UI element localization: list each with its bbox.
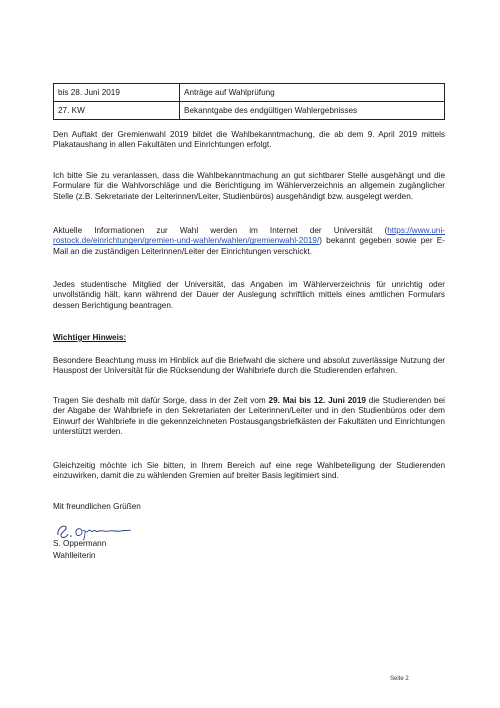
paragraph-text: Tragen Sie deshalb mit dafür Sorge, dass in der Zeit vom <box>53 396 269 405</box>
handwritten-signature <box>55 519 135 541</box>
signer-name: S. Oppermann <box>53 539 107 548</box>
paragraph-text: Aktuelle Informationen zur Wahl werden im Internet der Universität ( <box>53 226 388 235</box>
table-cell-event: Anträge auf Wahlprüfung <box>180 84 445 102</box>
ballot-period-dates: 29. Mai bis 12. Juni 2019 <box>268 396 366 405</box>
table-row <box>54 84 445 102</box>
important-note-heading: Wichtiger Hinweis: <box>53 333 127 342</box>
schedule-table <box>53 83 445 120</box>
closing-greeting: Mit freundlichen Grüßen <box>53 502 141 511</box>
paragraph-postal-vote: Besondere Beachtung muss im Hinblick auf die Briefwahl die sichere und absolut zuverlässige Nutzung der Hauspost der Universität für die Rücksendung der Wahlbriefe durch die Studierenden erfahren. <box>53 356 445 376</box>
paragraph-voter-register: Jedes studentische Mitglied der Universität, das Angaben im Wählerverzeichnis für unrichtig oder unvollständig hält, kann während der Dauer der Auslegung schriftlich mittels eines amtlichen Formulars dessen Berichtigung beantragen. <box>53 280 445 310</box>
paragraph-text: die Studierenden bei der Abgabe der Wahlbriefe in den Sekretariaten der Leiterinnen/Leiter und in den Studienbüros oder dem Einwurf der Wahlbriefe in die gekennzeichneten Postausgangsbriefkästen der Fakultäten und Einrichtungen unterstützt werden. <box>53 396 445 437</box>
page-number: Seite 2 <box>390 676 409 682</box>
election-info-link[interactable]: https://www.uni-rostock.de/einrichtungen/gremien-und-wahlen/wahlen/gremienwahl-2019/ <box>53 226 445 246</box>
table-cell-event: Bekanntgabe des endgültigen Wahlergebnisses <box>180 102 445 120</box>
paragraph-text: ) bekannt gegeben sowie per E-Mail an die zuständigen Leiterinnen/Leiter der Einrichtungen verschickt. <box>53 236 445 256</box>
paragraph-turnout-request: Gleichzeitig möchte ich Sie bitten, in Ihrem Bereich auf eine rege Wahlbeteiligung der Studierenden einzuwirken, damit die zu wählenden Gremien auf breiter Basis legitimiert sind. <box>53 461 445 481</box>
table-cell-date: bis 28. Juni 2019 <box>54 84 180 102</box>
signer-role: Wahlleiterin <box>53 551 96 560</box>
paragraph-posting-request: Ich bitte Sie zu veranlassen, dass die Wahlbekanntmachung an gut sichtbarer Stelle ausgehängt und die Formulare für die Wahlvorschläge und die Berichtigung im Wählerverzeichnis an allgemein zugänglicher Stelle (z.B. Sekretariate der Leiterinnen/Leiter, Studienbüros) ausgehändigt bzw. ausgelegt werden. <box>53 171 445 201</box>
paragraph-intro: Den Auftakt der Gremienwahl 2019 bildet die Wahlbekanntmachung, die ab dem 9. April 2019 mittels Plakataushang in allen Fakultäten und Einrichtungen erfolgt. <box>53 130 445 150</box>
paragraph-internet-info <box>53 226 445 257</box>
table-row <box>54 102 445 120</box>
table-cell-date: 27. KW <box>54 102 180 120</box>
paragraph-ballot-period <box>53 396 445 438</box>
